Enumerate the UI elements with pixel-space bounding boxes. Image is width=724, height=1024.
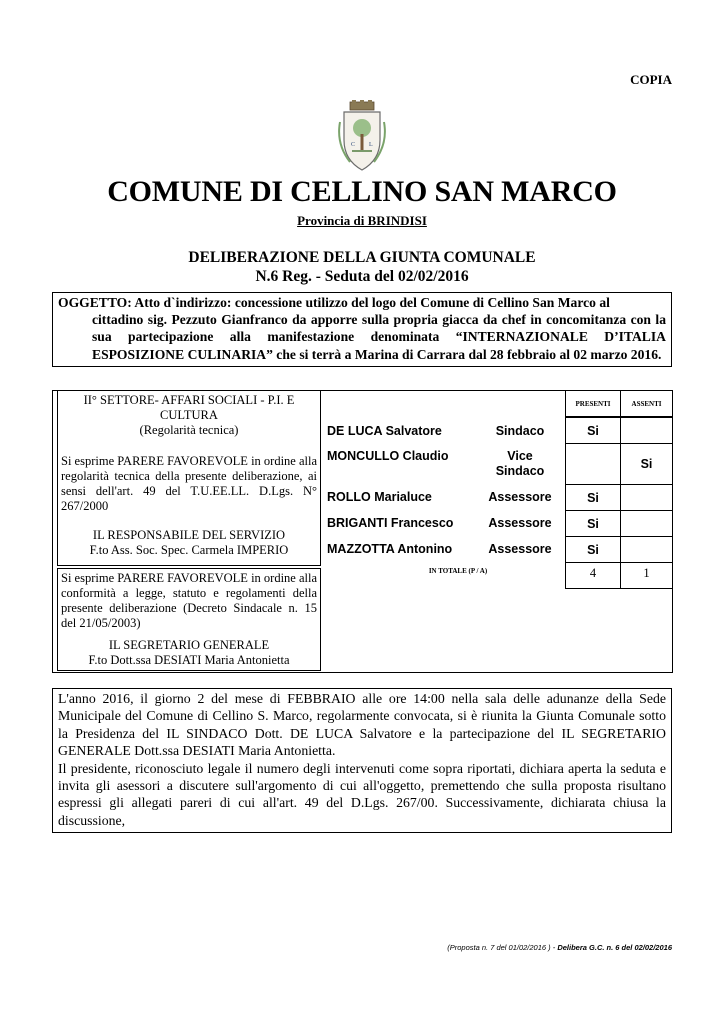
subject-box [52,292,672,367]
total-absent-cell: 1 [620,562,672,589]
deliberation-line-1: DELIBERAZIONE DELLA GIUNTA COMUNALE [188,249,536,266]
present-column-header: PRESENTI [565,391,621,417]
province-subtitle: Provincia di BRINDISI [297,213,427,228]
member-role: Assessore [488,490,552,504]
member-role: Assessore [488,542,552,556]
member-present-cell: Si [565,417,621,444]
total-label: IN TOTALE (P / A) [428,567,488,575]
minutes-paragraph: L'anno 2016, il giorno 2 del mese di FEBBRAIO alle ore 14:00 nella sala delle adunanze della Sede Municipale del Comune di Cellino S. Marco, regolarmente convocata, si è riunita la Giunta Comunale sotto la Presidenza del IL SINDACO Dott. DE LUCA Salvatore e la partecipazione del IL SEGRETARIO GENERALE Dott.ssa DESIATI Maria Antonietta. [58,691,666,759]
member-present-cell: Si [565,536,621,563]
member-absent-cell [620,417,672,444]
member-name: MONCULLO Claudio [327,449,449,463]
minutes-paragraph: Il presidente, riconosciuto legale il numero degli intervenuti come sopra riportati, dichiara aperta la seduta e invita gli asessori a discutere sull'argomento di cui all'oggetto, premettendo che sulla proposta risultano espressi gli allegati pareri di cui all'art. 49 del D.Lgs. 267/00. Successivamente, dichiarata chiusa la discussione, [58,760,666,828]
member-absent-cell: Si [620,443,672,485]
page-title: COMUNE DI CELLINO SAN MARCO [107,175,617,208]
opinion-type: (Regolarità tecnica) [139,423,239,437]
member-name: BRIGANTI Francesco [327,516,454,530]
member-name: DE LUCA Salvatore [327,424,442,438]
deliberation-line-2: N.6 Reg. - Seduta del 02/02/2016 [255,268,469,285]
minutes-body [52,688,672,833]
secretary-role: IL SEGRETARIO GENERALE [108,638,270,652]
deliberation-heading [0,248,724,286]
subject-text: cittadino sig. Pezzuto Gianfranco da apporre sulla propria giacca da chef in concomitanza con la sua partecipazione alla manifestazione denominata “INTERNAZIONALE D’ITALIA ESPOSIZIONE CULINARIA” che si terrà a Marina di Carrara dal 28 febbraio al 02 marzo 2016. [92,312,666,362]
copia-label: COPIA [630,72,672,87]
page-footer [447,943,672,952]
member-name: MAZZOTTA Antonino [327,542,453,556]
technical-opinion-text: Si esprime PARERE FAVOREVOLE in ordine alla regolarità tecnica della presente deliberazione, ai sensi dell'art. 49 del T.U.EE.LL. D.Lgs. N° 267/2000 [61,454,318,513]
member-present-cell: Si [565,484,621,511]
absent-column-header: ASSENTI [620,391,672,417]
member-present-cell: Si [565,510,621,537]
crest-letter-c: C [351,142,356,148]
member-absent-cell [620,510,672,537]
member-absent-cell [620,484,672,511]
service-manager-signature: F.to Ass. Soc. Spec. Carmela IMPERIO [89,543,289,557]
member-name: ROLLO Marialuce [327,490,432,504]
subject-first-line: OGGETTO: Atto d`indirizzo: concessione utilizzo del logo del Comune di Cellino San Marco al [58,295,610,310]
delibera-reference: Delibera G.C. n. 6 del 02/02/2016 [557,943,672,952]
technical-opinion-box [57,391,321,566]
crest-letter-l: L [369,142,373,148]
service-manager-role: IL RESPONSABILE DEL SERVIZIO [92,528,286,542]
member-role: Assessore [488,516,552,530]
member-role: Vice Sindaco [495,449,545,478]
opinions-attendance-panel [52,390,673,673]
municipal-crest-icon [334,100,390,172]
proposal-reference: (Proposta n. 7 del 01/02/2016 ) - [447,943,556,952]
sector-name: II° SETTORE- AFFARI SOCIALI - P.I. E CULTURA [83,393,295,422]
member-absent-cell [620,536,672,563]
legitimacy-opinion-text: Si esprime PARERE FAVOREVOLE in ordine alla conformità a legge, statuto e regolamenti della presente deliberazione (Decreto Sindacale n. 15 del 21/05/2003) [61,571,318,630]
member-role: Sindaco [495,424,545,438]
legitimacy-opinion-box [57,568,321,671]
member-present-cell [565,443,621,485]
total-present-cell: 4 [565,562,621,589]
secretary-signature: F.to Dott.ssa DESIATI Maria Antonietta [88,653,290,667]
